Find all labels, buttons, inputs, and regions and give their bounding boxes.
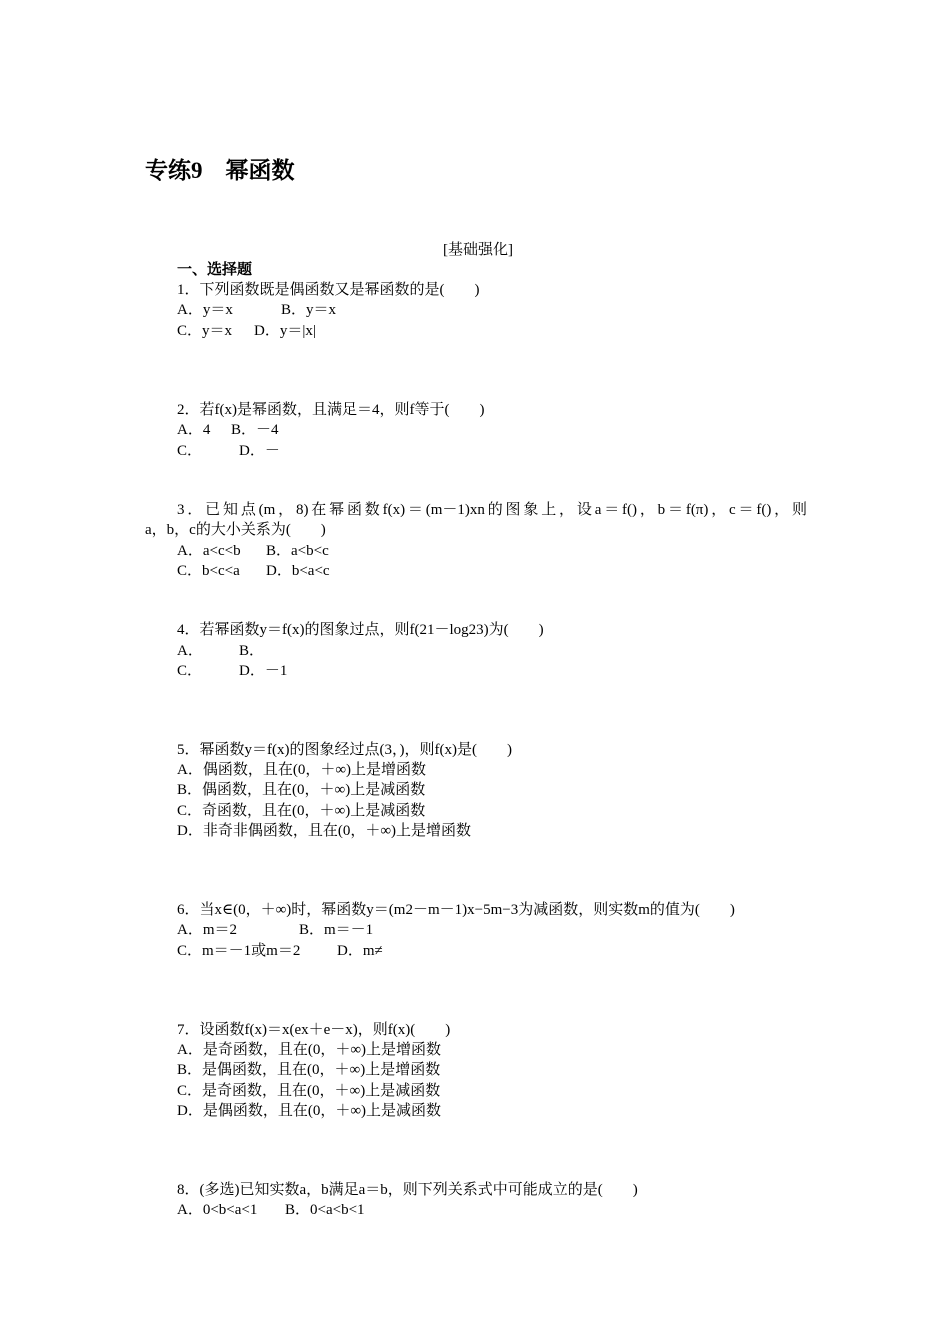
q1-option-c: C．y＝x [177,323,233,339]
q2-stem: 2．若f(x)是幂函数，且满足＝4，则f等于( ) [177,402,485,418]
q1-stem: 1．下列函数既是偶函数又是幂函数的是( ) [177,282,480,298]
q4-option-a: A． [177,643,203,659]
q6-option-a: A．m＝2 [177,922,238,938]
q7-option-a: A．是奇函数，且在(0，＋∞)上是增函数 [177,1042,442,1058]
q3-option-c: C．b<c<a [177,563,240,579]
q7-option-c: C．是奇函数，且在(0，＋∞)上是减函数 [177,1083,441,1099]
q2-option-d: D．－ [239,443,280,459]
q7-stem: 7．设函数f(x)＝x(ex＋e－x)，则f(x)( ) [177,1022,451,1038]
q3-stem: 3．已知点(m，8)在幂函数f(x)＝(m－1)xn的图象上，设a＝f()，b＝f(π)，c＝f()，则 [177,502,807,518]
q6-stem: 6．当x∈(0，＋∞)时，幂函数y＝(m2－m－1)x−5m−3为减函数，则实数m的值为( ) [177,902,735,918]
q1-option-b: B．y＝x [281,302,337,318]
q6-option-b: B．m＝－1 [299,922,374,938]
q5-option-c: C．奇函数，且在(0，＋∞)上是减函数 [177,803,426,819]
q4-stem: 4．若幂函数y＝f(x)的图象过点，则f(21－log23)为( ) [177,622,544,638]
q2-option-b: B．－4 [231,422,279,438]
q6-option-d: D．m≠ [337,943,383,959]
q8-stem: 8．(多选)已知实数a，b满足a＝b，则下列关系式中可能成立的是( ) [177,1182,638,1198]
q8-option-b: B．0<a<b<1 [285,1202,365,1218]
q5-option-b: B．偶函数，且在(0，＋∞)上是减函数 [177,782,426,798]
q6-option-c: C．m＝－1或m＝2 [177,943,301,959]
section-heading: [基础强化] [443,242,513,258]
q4-option-c: C． [177,663,203,679]
q5-option-a: A．偶函数，且在(0，＋∞)上是增函数 [177,762,427,778]
q3-option-a: A．a<c<b [177,543,241,559]
q5-option-d: D．非奇非偶函数，且在(0，＋∞)上是增函数 [177,823,472,839]
q3-option-b: B．a<b<c [266,543,329,559]
q7-option-d: D．是偶函数，且在(0，＋∞)上是减函数 [177,1103,442,1119]
part-heading: 一、选择题 [177,262,253,278]
q3-stem-continued: a，b，c的大小关系为( ) [145,522,326,538]
q2-option-c: C． [177,443,203,459]
q4-option-b: B． [239,643,265,659]
q1-option-a: A．y＝x [177,302,233,318]
q8-option-a: A．0<b<a<1 [177,1202,258,1218]
q2-option-a: A．4 [177,422,211,438]
q3-option-d: D．b<a<c [266,563,330,579]
q1-option-d: D．y＝|x| [254,323,316,339]
q7-option-b: B．是偶函数，且在(0，＋∞)上是增函数 [177,1062,441,1078]
page-title: 专练9 幂函数 [145,158,295,183]
q4-option-d: D．－1 [239,663,288,679]
q5-stem: 5．幂函数y＝f(x)的图象经过点(3，)，则f(x)是( ) [177,742,512,758]
